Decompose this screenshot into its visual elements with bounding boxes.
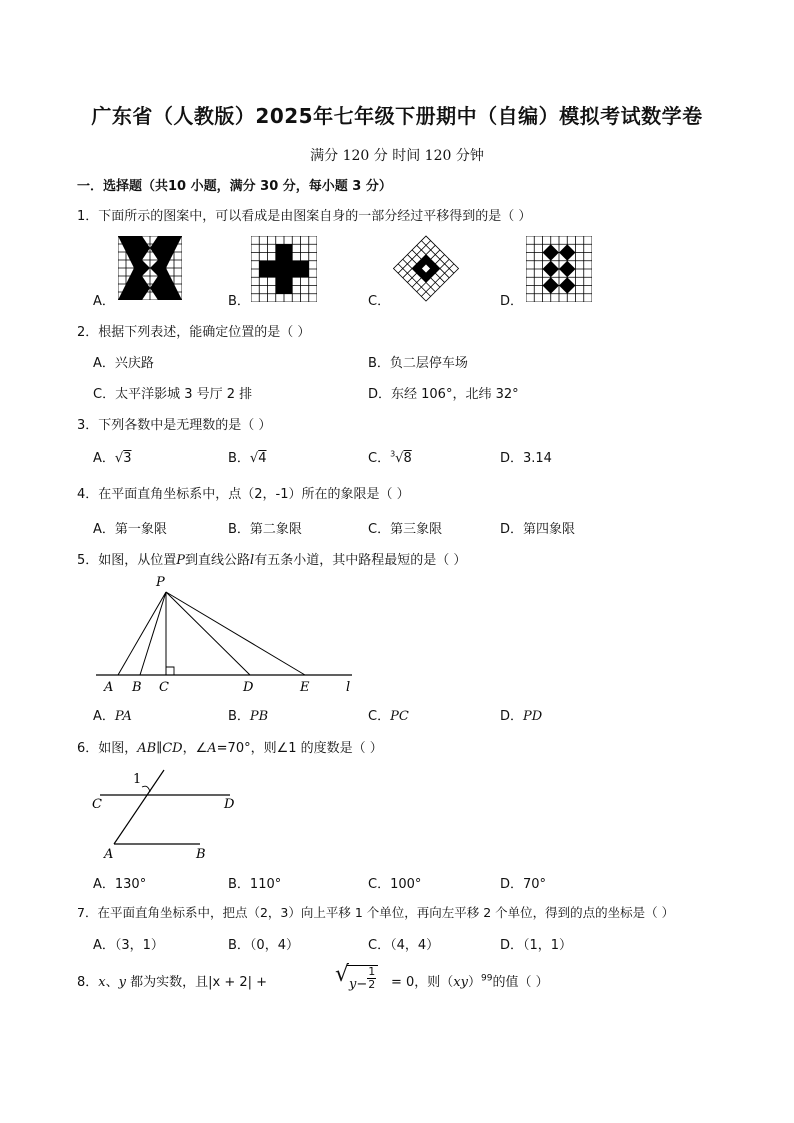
q5-segment-pa <box>118 592 166 675</box>
q2-option-b: B．负二层停车场 <box>368 356 468 371</box>
q5-option-b: B．PB <box>228 709 269 724</box>
q1-figure-c <box>391 234 461 304</box>
q3-option-b <box>228 447 267 466</box>
q1-option-b: B． <box>228 294 250 309</box>
page-title: 广东省（人教版）2025年七年级下册期中（自编）模拟考试数学卷 <box>91 104 703 128</box>
q6-label-d: D <box>224 797 235 812</box>
section-heading: 一．选择题（共10 小题，满分 30 分，每小题 3 分） <box>77 179 392 194</box>
q6-option-d: D．70° <box>500 877 547 892</box>
q1-figure-b <box>251 236 317 302</box>
q4-option-c: C．第三象限 <box>368 522 443 537</box>
q6-option-b: B．110° <box>228 877 282 892</box>
q7-option-c: C．（4，4） <box>368 938 440 953</box>
q5-label-b: B <box>132 680 142 695</box>
q2-option-d: D．东经 106°，北纬 32° <box>368 387 519 402</box>
q4-option-b: B．第二象限 <box>228 522 302 537</box>
q5-segment-pe <box>166 592 305 675</box>
q1-figure-a <box>118 236 182 300</box>
q1-option-a: A． <box>93 294 115 309</box>
q1-option-c: C． <box>368 294 391 309</box>
q3-option-b-label: B． <box>228 451 250 466</box>
q3-cube-root-index: 3 <box>390 449 396 459</box>
q4-option-a: A．第一象限 <box>93 522 167 537</box>
q6-option-c: C．100° <box>368 877 422 892</box>
q3-option-c-label: C． <box>368 451 391 466</box>
q6-option-a: A．130° <box>93 877 147 892</box>
q5-label-l: l <box>346 680 351 695</box>
q4-option-d: D．第四象限 <box>500 522 576 537</box>
q6-angle-1-arc <box>142 786 150 792</box>
q3-cbrt-8: √8 <box>395 451 412 466</box>
q5-label-a: A <box>104 680 114 695</box>
q7-option-a: A．（3，1） <box>93 938 164 953</box>
question-6-stem: 6．如图，AB∥CD，∠A=70°，则∠1 的度数是（ ） <box>77 741 383 756</box>
q2-option-c: C．太平洋影城 3 号厅 2 排 <box>93 387 253 402</box>
q5-segment-pb <box>140 592 166 675</box>
q5-label-c: C <box>159 680 169 695</box>
q5-figure <box>90 572 360 698</box>
q5-option-a: A．PA <box>93 709 132 724</box>
q1-figure-d <box>526 236 592 302</box>
q3-option-d: D．3.14 <box>500 451 552 466</box>
question-5-stem: 5．如图，从位置P到直线公路l有五条小道，其中路程最短的是（ ） <box>77 553 467 568</box>
q3-option-a-label: A． <box>93 451 115 466</box>
question-7-stem: 7．在平面直角坐标系中，把点（2，3）向上平移 1 个单位，再向左平移 2 个单位，得到的点的坐标是（ ） <box>77 905 675 920</box>
q5-option-d: D．PD <box>500 709 543 724</box>
q5-label-e: E <box>300 680 310 695</box>
question-3-stem: 3．下列各数中是无理数的是（ ） <box>77 418 272 433</box>
q2-option-a: A．兴庆路 <box>93 356 154 371</box>
page-subtitle: 满分 120 分 时间 120 分钟 <box>310 148 484 164</box>
q7-option-b: B．（0，4） <box>228 938 299 953</box>
q1-figure-c-shape <box>412 255 440 283</box>
q5-label-d: D <box>243 680 254 695</box>
question-4-stem: 4．在平面直角坐标系中，点（2，-1）所在的象限是（ ） <box>77 487 410 502</box>
q5-right-angle-mark <box>166 667 174 675</box>
q6-label-a: A <box>104 847 114 862</box>
q6-label-1: 1 <box>133 772 142 787</box>
question-1-stem: 1．下面所示的图案中，可以看成是由图案自身的一部分经过平移得到的是（ ） <box>77 209 532 224</box>
q6-label-c: C <box>92 797 102 812</box>
q6-figure <box>90 762 250 864</box>
q3-sqrt-3: √3 <box>114 451 132 466</box>
q7-option-d: D．（1，1） <box>500 938 573 953</box>
q5-segment-pd <box>166 592 250 675</box>
q6-label-b: B <box>196 847 206 862</box>
question-2-stem: 2．根据下列表述，能确定位置的是（ ） <box>77 325 311 340</box>
q1-option-d: D． <box>500 294 524 309</box>
q3-option-a <box>93 447 131 466</box>
q8-fraction: $\frac{1}{2}$ <box>368 965 376 991</box>
q5-option-c: C．PC <box>368 709 409 724</box>
q5-label-p: P <box>156 575 165 590</box>
q1-figure-b-shape <box>259 244 309 294</box>
q3-option-c <box>368 447 412 466</box>
q3-sqrt-4: √4 <box>249 451 267 466</box>
